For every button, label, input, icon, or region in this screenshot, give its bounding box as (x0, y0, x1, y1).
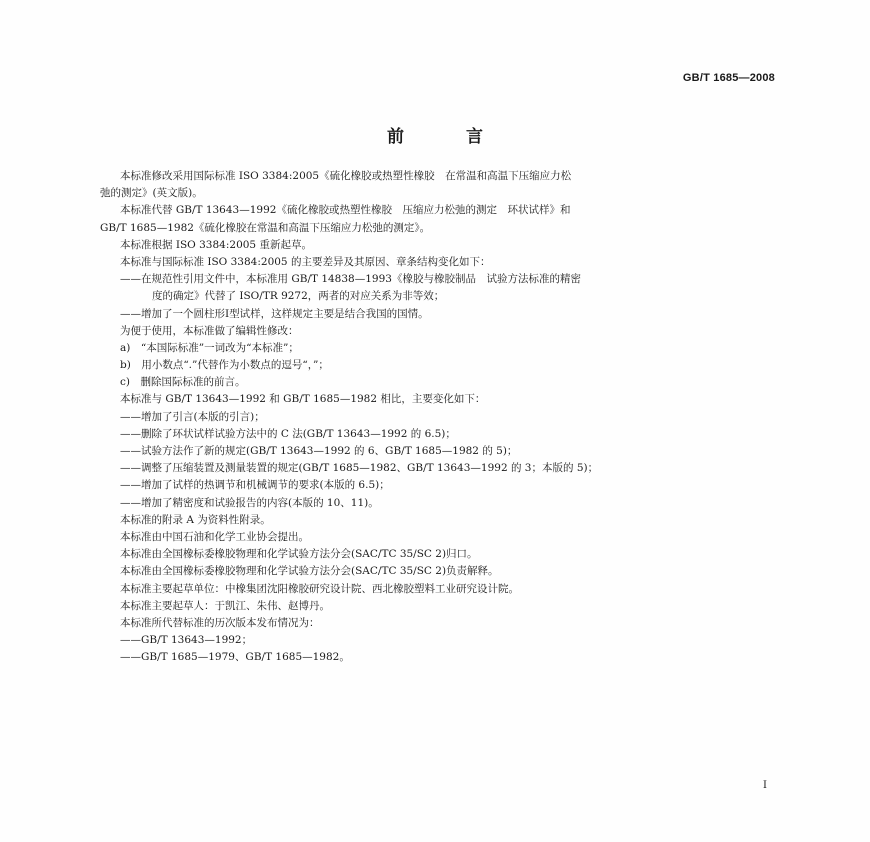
paragraph-line: 本标准由中国石油和化学工业协会提出。 (120, 530, 309, 543)
list-item: ——增加了引言(本版的引言)； (120, 410, 265, 423)
paragraph-line: 本标准代替 GB/T 13643—1992《硫化橡胶或热塑性橡胶 压缩应力松弛的测定 环状试样》和 (120, 204, 571, 217)
standard-code: GB/T 1685—2008 (682, 72, 775, 84)
list-item: ——GB/T 13643—1992； (120, 634, 253, 647)
paragraph-line: 本标准修改采用国际标准 ISO 3384:2005《硫化橡胶或热塑性橡胶 在常温和高温下压缩应力松 (120, 170, 572, 182)
paragraph-line: 本标准由全国橡标委橡胶物理和化学试验方法分会(SAC/TC 35/SC 2)归口。 (120, 548, 478, 561)
paragraph-line: ——在规范性引用文件中，本标准用 GB/T 14838—1993《橡胶与橡胶制品 试验方法标准的精密 (120, 273, 581, 286)
paragraph-line: 度的确定》代替了 ISO/TR 9272，两者的对应关系为非等效； (152, 290, 445, 303)
paragraph-line: GB/T 1685—1982《硫化橡胶在常温和高温下压缩应力松弛的测定》。 (100, 221, 431, 234)
paragraph-line: 本标准根据 ISO 3384:2005 重新起草。 (120, 238, 312, 251)
list-item: ——调整了压缩装置及测量装置的规定(GB/T 1685—1982、GB/T 13643—1992 的 3；本版的 5)； (120, 462, 599, 475)
list-item: ——删除了环状试样试验方法中的 C 法(GB/T 13643—1992 的 6.5)； (120, 427, 456, 440)
list-item: ——增加了试样的热调节和机械调节的要求(本版的 6.5)； (120, 479, 390, 492)
paragraph-line: 本标准与国际标准 ISO 3384:2005 的主要差异及其原因、章条结构变化如下： (120, 255, 491, 268)
list-item: ——GB/T 1685—1979、GB/T 1685—1982。 (120, 651, 350, 664)
page-number: Ⅰ (763, 780, 767, 791)
paragraph-line: 本标准由全国橡标委橡胶物理和化学试验方法分会(SAC/TC 35/SC 2)负责解释。 (120, 565, 499, 578)
paragraph-line: 为便于使用，本标准做了编辑性修改： (120, 324, 299, 337)
list-item: ——试验方法作了新的规定(GB/T 13643—1992 的 6、GB/T 1685—1982 的 5)； (120, 445, 518, 457)
foreword-body (100, 168, 780, 666)
paragraph-line: ——增加了一个圆柱形Ⅰ型试样，这样规定主要是结合我国的国情。 (120, 307, 429, 320)
list-item: ——增加了精密度和试验报告的内容(本版的 10、11)。 (120, 496, 379, 509)
paragraph-line: 本标准主要起草人：于凯江、朱伟、赵博丹。 (120, 599, 330, 612)
paragraph-line: 本标准与 GB/T 13643—1992 和 GB/T 1685—1982 相比，主要变化如下： (120, 393, 486, 406)
list-item: c) 删除国际标准的前言。 (120, 376, 246, 389)
list-item: b) 用小数点“.”代替作为小数点的逗号“，”； (120, 359, 329, 372)
paragraph-line: 本标准所代替标准的历次版本发布情况为： (120, 616, 320, 629)
list-item: a) “本国际标准”一词改为“本标准”； (120, 341, 299, 354)
paragraph-line: 弛的测定》(英文版)。 (100, 187, 203, 200)
page-title: 前 言 (387, 127, 511, 147)
paragraph-line: 本标准主要起草单位：中橡集团沈阳橡胶研究设计院、西北橡胶塑料工业研究设计院。 (120, 582, 519, 595)
paragraph-line: 本标准的附录 A 为资料性附录。 (120, 513, 271, 526)
